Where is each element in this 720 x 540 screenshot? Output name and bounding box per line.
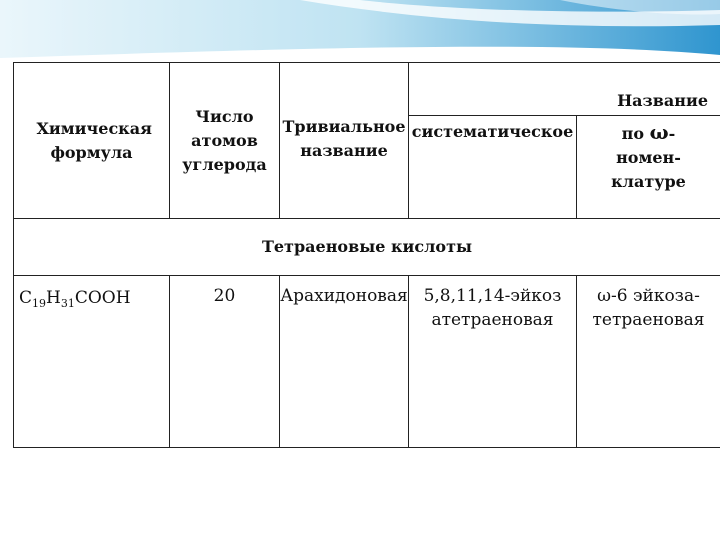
header-omega: по ω-номен-клатуре [577, 116, 720, 219]
cell-formula: $C_{19}H_{31}COOH$ [14, 276, 170, 448]
header-carbon-count: Число атомов углерода [170, 63, 280, 219]
section-row [14, 219, 720, 276]
cell-systematic: 5,8,11,14-эйкозатетраеновая [409, 276, 577, 448]
acids-table [13, 62, 720, 448]
cell-omega: ω-6 эйкоза-тетраеновая [577, 276, 720, 448]
header-name-group: Название [409, 63, 720, 116]
header-row-1 [14, 63, 720, 116]
header-formula: Химическая формула [14, 63, 170, 219]
data-row [14, 276, 720, 448]
header-trivial: Тривиальное название [280, 63, 409, 219]
cell-trivial: Арахидоновая [280, 276, 409, 448]
header-systematic: систематическое [409, 116, 577, 219]
section-title: Тетраеновые кислоты [14, 219, 720, 276]
acids-table-container [13, 62, 720, 445]
cell-carbon-count: 20 [170, 276, 280, 448]
